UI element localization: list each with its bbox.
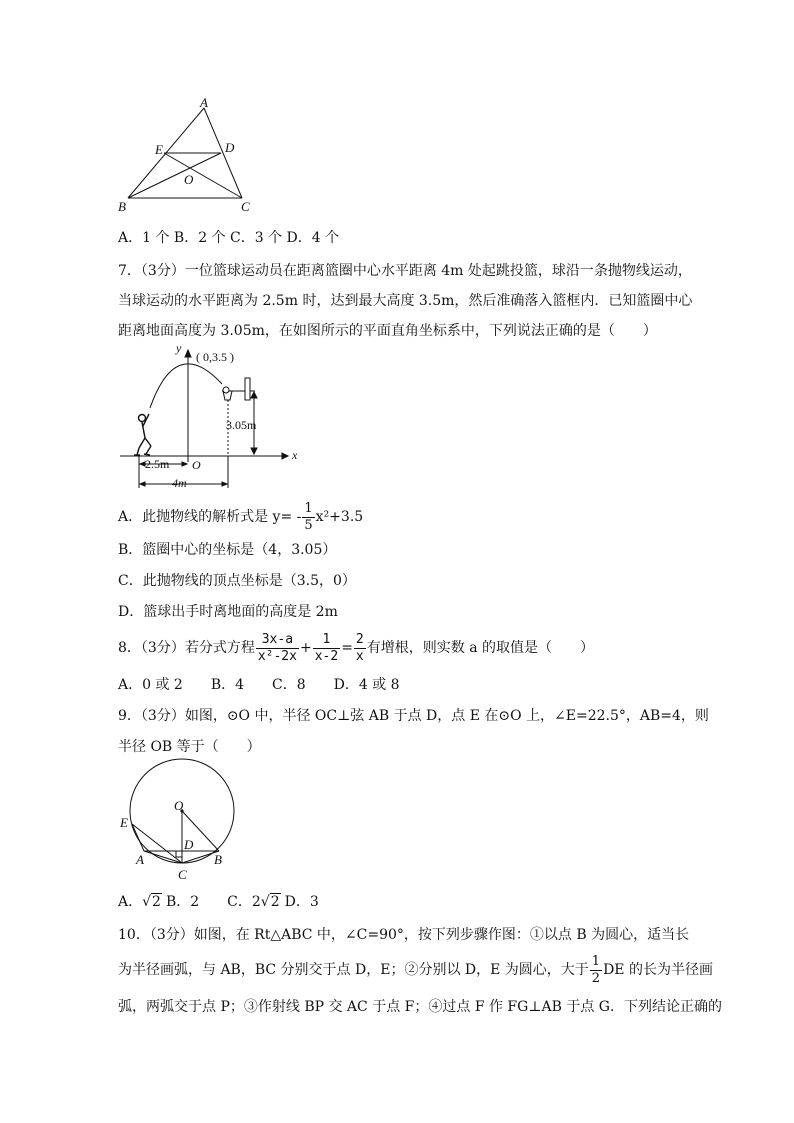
dim-25-label: 2.5m bbox=[145, 457, 170, 471]
q9-options bbox=[118, 895, 319, 909]
basketball-figure bbox=[112, 342, 312, 494]
q7-line1: 7．（3分）一位篮球运动员在距离篮圈中心水平距离 4m 处起跳投篮，球沿一条抛物线运动， bbox=[118, 263, 692, 279]
label-o: O bbox=[184, 172, 194, 187]
label-o: O bbox=[174, 798, 184, 813]
q9-line2: 半径 OB 等于（ ） bbox=[118, 739, 261, 755]
q8-suffix: 有增根，则实数 a 的取值是（ ） bbox=[366, 640, 594, 657]
ball bbox=[223, 387, 229, 393]
sqrt-sign: √ bbox=[260, 894, 270, 910]
sqrt-sign: √ bbox=[142, 894, 152, 910]
q8-fraction-1: $\frac{3x-a}{\text{x²-2x}}$ bbox=[257, 632, 297, 664]
q10-line2-text: 为半径画弧，与 AB，BC 分别交于点 D，E；②分别以 D，E 为圆心，大于 bbox=[118, 962, 589, 979]
height-label: 3.05m bbox=[226, 418, 257, 432]
triangle-figure bbox=[112, 96, 272, 218]
q10-half-fraction: $\frac{1}{2}$ bbox=[591, 954, 601, 986]
q9-option-a: A． bbox=[118, 894, 143, 910]
q7-line3: 距离地面高度为 3.05m，在如图所示的平面直角坐标系中，下列说法正确的是（ ） bbox=[118, 323, 657, 339]
q8-prefix: 8．（3分）若分式方程 bbox=[118, 640, 255, 657]
label-c: C bbox=[178, 867, 187, 882]
edge-ec bbox=[164, 153, 242, 198]
q6-options: A．1 个 B．2 个 C．3 个 D．4 个 bbox=[118, 230, 340, 246]
player-figure bbox=[134, 414, 151, 455]
q8-fraction-2: $\frac{1}{x-2}$ bbox=[314, 632, 339, 664]
origin-label: O bbox=[192, 458, 201, 472]
q9-option-c-radicand: 2 bbox=[270, 894, 280, 910]
backboard bbox=[245, 378, 250, 400]
x-axis-label: x bbox=[292, 448, 298, 462]
q7-option-a-text: A．此抛物线的解析式是 y= - bbox=[118, 509, 302, 526]
q9-option-d: D．3 bbox=[284, 894, 319, 910]
parabola-curve bbox=[150, 364, 222, 408]
circle-figure bbox=[114, 758, 244, 884]
dim-4-label: 4m bbox=[172, 476, 187, 490]
label-d: D bbox=[225, 140, 235, 155]
edge-bd bbox=[128, 153, 221, 198]
q8-equals: = bbox=[341, 640, 353, 657]
right-angle-mark bbox=[176, 851, 182, 857]
q7-option-a-fraction: $\frac{1}{5}$ bbox=[304, 501, 313, 533]
vertex-label: ( 0,3.5 ) bbox=[196, 350, 234, 364]
q10-line2 bbox=[118, 955, 713, 985]
label-a: A bbox=[200, 96, 208, 110]
q10-line3: 弧，两弧交于点 P；③作射线 BP 交 AC 于点 F；④过点 F 作 FG⊥AB 于点 G．下列结论正确的 bbox=[118, 999, 722, 1015]
y-axis-label: y bbox=[176, 342, 182, 355]
q8-options: A．0 或 2 B．4 C．8 D．4 或 8 bbox=[118, 677, 400, 693]
q9-option-b: B．2 C．2 bbox=[165, 894, 261, 910]
label-e: E bbox=[120, 815, 128, 830]
q7-option-a bbox=[118, 502, 363, 532]
q10-line2-suffix: DE 的长为半径画 bbox=[603, 962, 713, 979]
q10-line1: 10．（3分）如图，在 Rt△ABC 中，∠C=90°，按下列步骤作图：①以点 B 为圆心，适当长 bbox=[118, 927, 690, 943]
q9-option-a-radicand: 2 bbox=[152, 894, 161, 910]
q7-option-b: B．篮圈中心的坐标是（4，3.05） bbox=[118, 542, 337, 558]
label-b: B bbox=[118, 199, 126, 214]
label-b: B bbox=[214, 852, 222, 867]
label-d: D bbox=[184, 837, 194, 852]
label-c: C bbox=[241, 199, 250, 214]
q8-fraction-3: $\frac{2}{x}$ bbox=[355, 632, 364, 664]
q8-stem bbox=[118, 633, 594, 663]
q8-plus: + bbox=[299, 640, 312, 657]
label-a: A bbox=[136, 852, 144, 867]
label-e: E bbox=[155, 142, 163, 157]
q9-line1: 9．（3分）如图，⊙O 中，半径 OC⊥弦 AB 于点 D，点 E 在⊙O 上，∠E=22.5°，AB=4，则 bbox=[118, 708, 709, 724]
q7-option-d: D．篮球出手时离地面的高度是 2m bbox=[118, 604, 338, 620]
q7-line2: 当球运动的水平距离为 2.5m 时，达到最大高度 3.5m，然后准确落入篮框内．已知篮圈中心 bbox=[118, 293, 693, 309]
q7-option-a-suffix: x²+3.5 bbox=[315, 509, 364, 526]
q7-option-c: C．此抛物线的顶点坐标是（3.5，0） bbox=[118, 573, 356, 589]
